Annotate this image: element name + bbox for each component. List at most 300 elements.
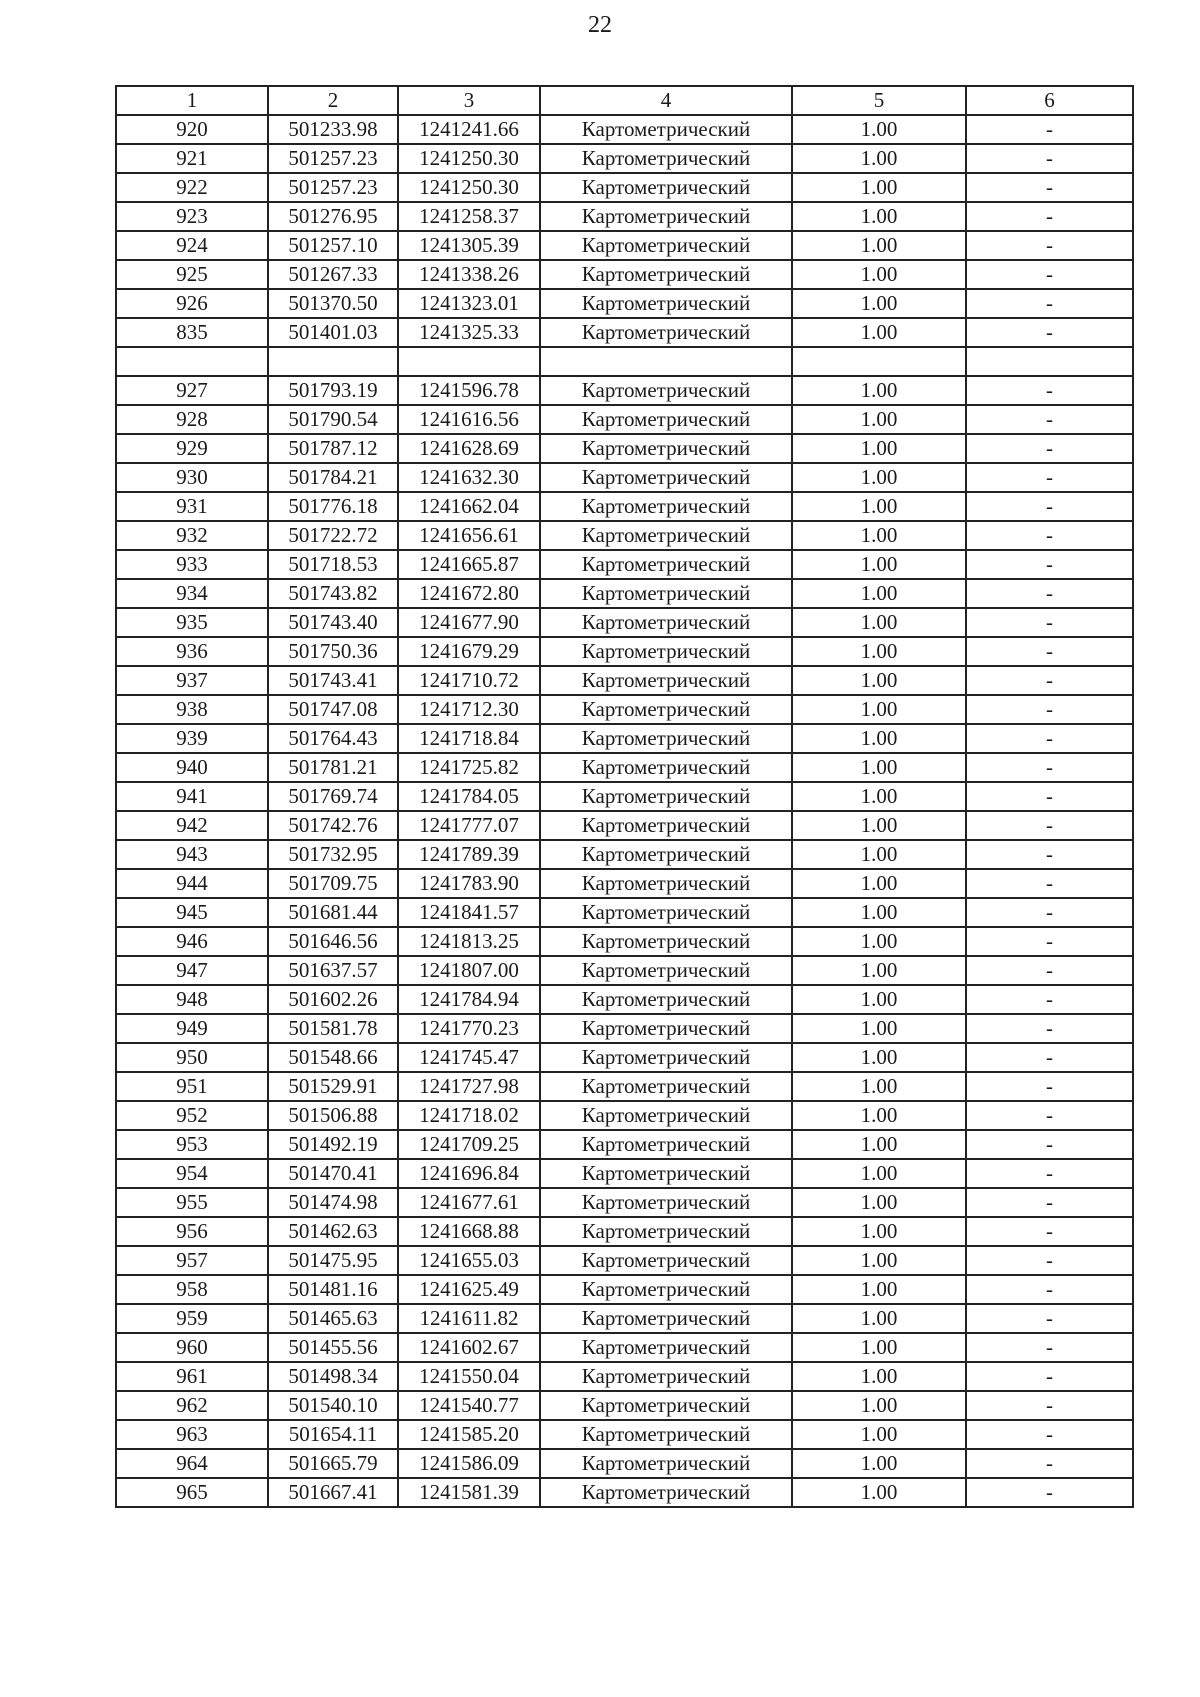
method-cell: Картометрический — [540, 463, 792, 492]
table-row — [116, 637, 1133, 666]
x-coordinate-cell: 501462.63 — [268, 1217, 398, 1246]
x-coordinate-cell: 501722.72 — [268, 521, 398, 550]
table-row — [116, 579, 1133, 608]
accuracy-cell: 1.00 — [792, 1304, 966, 1333]
y-coordinate-cell: 1241581.39 — [398, 1478, 540, 1507]
table-row — [116, 666, 1133, 695]
column-header-6: 6 — [966, 86, 1133, 115]
y-coordinate-cell: 1241250.30 — [398, 144, 540, 173]
table-row — [116, 144, 1133, 173]
point-number-cell: 952 — [116, 1101, 268, 1130]
accuracy-cell: 1.00 — [792, 434, 966, 463]
method-cell: Картометрический — [540, 608, 792, 637]
column-header-2: 2 — [268, 86, 398, 115]
x-coordinate-cell: 501681.44 — [268, 898, 398, 927]
method-cell: Картометрический — [540, 753, 792, 782]
accuracy-cell: 1.00 — [792, 579, 966, 608]
accuracy-cell: 1.00 — [792, 405, 966, 434]
point-number-cell: 951 — [116, 1072, 268, 1101]
y-coordinate-cell: 1241727.98 — [398, 1072, 540, 1101]
x-coordinate-cell: 501233.98 — [268, 115, 398, 144]
method-cell: Картометрический — [540, 1362, 792, 1391]
table-row — [116, 1072, 1133, 1101]
accuracy-cell: 1.00 — [792, 492, 966, 521]
accuracy-cell: 1.00 — [792, 202, 966, 231]
note-cell: - — [966, 1217, 1133, 1246]
x-coordinate-cell: 501793.19 — [268, 376, 398, 405]
point-number-cell: 936 — [116, 637, 268, 666]
y-coordinate-cell: 1241770.23 — [398, 1014, 540, 1043]
x-coordinate-cell: 501267.33 — [268, 260, 398, 289]
point-number-cell: 949 — [116, 1014, 268, 1043]
note-cell: - — [966, 1159, 1133, 1188]
point-number-cell: 933 — [116, 550, 268, 579]
x-coordinate-cell: 501646.56 — [268, 927, 398, 956]
note-cell: - — [966, 695, 1133, 724]
accuracy-cell: 1.00 — [792, 144, 966, 173]
note-cell: - — [966, 434, 1133, 463]
note-cell: - — [966, 1101, 1133, 1130]
accuracy-cell: 1.00 — [792, 1333, 966, 1362]
point-number-cell: 926 — [116, 289, 268, 318]
x-coordinate-cell: 501465.63 — [268, 1304, 398, 1333]
x-coordinate-cell: 501470.41 — [268, 1159, 398, 1188]
point-number-cell: 959 — [116, 1304, 268, 1333]
accuracy-cell: 1.00 — [792, 289, 966, 318]
y-coordinate-cell — [398, 347, 540, 376]
column-header-3: 3 — [398, 86, 540, 115]
point-number-cell: 950 — [116, 1043, 268, 1072]
point-number-cell: 942 — [116, 811, 268, 840]
x-coordinate-cell: 501732.95 — [268, 840, 398, 869]
y-coordinate-cell: 1241677.61 — [398, 1188, 540, 1217]
method-cell: Картометрический — [540, 376, 792, 405]
table-row — [116, 782, 1133, 811]
method-cell: Картометрический — [540, 1159, 792, 1188]
method-cell: Картометрический — [540, 144, 792, 173]
accuracy-cell: 1.00 — [792, 724, 966, 753]
table-row — [116, 753, 1133, 782]
table-row — [116, 927, 1133, 956]
accuracy-cell: 1.00 — [792, 1130, 966, 1159]
table-row — [116, 463, 1133, 492]
table-row — [116, 898, 1133, 927]
method-cell: Картометрический — [540, 1275, 792, 1304]
point-number-cell: 961 — [116, 1362, 268, 1391]
point-number-cell: 921 — [116, 144, 268, 173]
table-row — [116, 869, 1133, 898]
note-cell: - — [966, 202, 1133, 231]
x-coordinate-cell — [268, 347, 398, 376]
x-coordinate-cell: 501654.11 — [268, 1420, 398, 1449]
method-cell: Картометрический — [540, 492, 792, 521]
table-row — [116, 1159, 1133, 1188]
accuracy-cell: 1.00 — [792, 811, 966, 840]
table-row — [116, 260, 1133, 289]
note-cell: - — [966, 608, 1133, 637]
x-coordinate-cell: 501602.26 — [268, 985, 398, 1014]
x-coordinate-cell: 501742.76 — [268, 811, 398, 840]
table-row — [116, 1014, 1133, 1043]
note-cell: - — [966, 521, 1133, 550]
y-coordinate-cell: 1241585.20 — [398, 1420, 540, 1449]
table-row — [116, 840, 1133, 869]
y-coordinate-cell: 1241672.80 — [398, 579, 540, 608]
point-number-cell: 927 — [116, 376, 268, 405]
accuracy-cell: 1.00 — [792, 1478, 966, 1507]
point-number-cell: 955 — [116, 1188, 268, 1217]
x-coordinate-cell: 501548.66 — [268, 1043, 398, 1072]
accuracy-cell: 1.00 — [792, 1449, 966, 1478]
method-cell: Картометрический — [540, 1449, 792, 1478]
table-row — [116, 521, 1133, 550]
y-coordinate-cell: 1241784.94 — [398, 985, 540, 1014]
point-number-cell: 964 — [116, 1449, 268, 1478]
table-row — [116, 1275, 1133, 1304]
point-number-cell: 939 — [116, 724, 268, 753]
method-cell: Картометрический — [540, 289, 792, 318]
note-cell: - — [966, 1246, 1133, 1275]
method-cell: Картометрический — [540, 637, 792, 666]
y-coordinate-cell: 1241602.67 — [398, 1333, 540, 1362]
y-coordinate-cell: 1241586.09 — [398, 1449, 540, 1478]
table-row — [116, 318, 1133, 347]
note-cell: - — [966, 869, 1133, 898]
x-coordinate-cell: 501474.98 — [268, 1188, 398, 1217]
note-cell: - — [966, 927, 1133, 956]
method-cell: Картометрический — [540, 1304, 792, 1333]
y-coordinate-cell: 1241656.61 — [398, 521, 540, 550]
table-row — [116, 1217, 1133, 1246]
x-coordinate-cell: 501506.88 — [268, 1101, 398, 1130]
point-number-cell: 930 — [116, 463, 268, 492]
note-cell: - — [966, 1043, 1133, 1072]
note-cell: - — [966, 1072, 1133, 1101]
table-row — [116, 1391, 1133, 1420]
note-cell — [966, 347, 1133, 376]
y-coordinate-cell: 1241710.72 — [398, 666, 540, 695]
y-coordinate-cell: 1241628.69 — [398, 434, 540, 463]
method-cell: Картометрический — [540, 985, 792, 1014]
x-coordinate-cell: 501481.16 — [268, 1275, 398, 1304]
method-cell: Картометрический — [540, 579, 792, 608]
method-cell: Картометрический — [540, 434, 792, 463]
point-number-cell: 924 — [116, 231, 268, 260]
y-coordinate-cell: 1241668.88 — [398, 1217, 540, 1246]
method-cell: Картометрический — [540, 231, 792, 260]
accuracy-cell: 1.00 — [792, 753, 966, 782]
x-coordinate-cell: 501455.56 — [268, 1333, 398, 1362]
table-row — [116, 1304, 1133, 1333]
point-number-cell — [116, 347, 268, 376]
method-cell: Картометрический — [540, 1391, 792, 1420]
accuracy-cell: 1.00 — [792, 1043, 966, 1072]
note-cell: - — [966, 463, 1133, 492]
point-number-cell: 960 — [116, 1333, 268, 1362]
x-coordinate-cell: 501540.10 — [268, 1391, 398, 1420]
point-number-cell: 932 — [116, 521, 268, 550]
method-cell: Картометрический — [540, 1217, 792, 1246]
y-coordinate-cell: 1241718.84 — [398, 724, 540, 753]
table-row — [116, 173, 1133, 202]
accuracy-cell: 1.00 — [792, 1159, 966, 1188]
accuracy-cell: 1.00 — [792, 608, 966, 637]
table-row — [116, 1478, 1133, 1507]
table-row — [116, 202, 1133, 231]
accuracy-cell: 1.00 — [792, 782, 966, 811]
point-number-cell: 925 — [116, 260, 268, 289]
y-coordinate-cell: 1241718.02 — [398, 1101, 540, 1130]
y-coordinate-cell: 1241813.25 — [398, 927, 540, 956]
x-coordinate-cell: 501276.95 — [268, 202, 398, 231]
note-cell: - — [966, 1478, 1133, 1507]
x-coordinate-cell: 501401.03 — [268, 318, 398, 347]
note-cell: - — [966, 666, 1133, 695]
table-row — [116, 1246, 1133, 1275]
accuracy-cell: 1.00 — [792, 521, 966, 550]
y-coordinate-cell: 1241784.05 — [398, 782, 540, 811]
note-cell: - — [966, 1449, 1133, 1478]
note-cell: - — [966, 1130, 1133, 1159]
y-coordinate-cell: 1241338.26 — [398, 260, 540, 289]
method-cell: Картометрический — [540, 1072, 792, 1101]
accuracy-cell: 1.00 — [792, 840, 966, 869]
note-cell: - — [966, 782, 1133, 811]
method-cell: Картометрический — [540, 173, 792, 202]
point-number-cell: 958 — [116, 1275, 268, 1304]
x-coordinate-cell: 501764.43 — [268, 724, 398, 753]
method-cell: Картометрический — [540, 260, 792, 289]
point-number-cell: 931 — [116, 492, 268, 521]
table-row — [116, 289, 1133, 318]
note-cell: - — [966, 550, 1133, 579]
accuracy-cell: 1.00 — [792, 1391, 966, 1420]
table-row — [116, 1101, 1133, 1130]
note-cell: - — [966, 724, 1133, 753]
table-row — [116, 376, 1133, 405]
x-coordinate-cell: 501370.50 — [268, 289, 398, 318]
table-header — [116, 86, 1133, 115]
point-number-cell: 923 — [116, 202, 268, 231]
x-coordinate-cell: 501709.75 — [268, 869, 398, 898]
method-cell: Картометрический — [540, 1420, 792, 1449]
accuracy-cell: 1.00 — [792, 1275, 966, 1304]
x-coordinate-cell: 501781.21 — [268, 753, 398, 782]
table-row — [116, 1333, 1133, 1362]
method-cell: Картометрический — [540, 811, 792, 840]
x-coordinate-cell: 501498.34 — [268, 1362, 398, 1391]
method-cell: Картометрический — [540, 840, 792, 869]
table-row — [116, 1362, 1133, 1391]
point-number-cell: 929 — [116, 434, 268, 463]
note-cell: - — [966, 637, 1133, 666]
y-coordinate-cell: 1241632.30 — [398, 463, 540, 492]
note-cell: - — [966, 289, 1133, 318]
column-header-5: 5 — [792, 86, 966, 115]
method-cell: Картометрический — [540, 550, 792, 579]
point-number-cell: 945 — [116, 898, 268, 927]
x-coordinate-cell: 501492.19 — [268, 1130, 398, 1159]
accuracy-cell: 1.00 — [792, 927, 966, 956]
note-cell: - — [966, 173, 1133, 202]
x-coordinate-cell: 501257.23 — [268, 144, 398, 173]
y-coordinate-cell: 1241679.29 — [398, 637, 540, 666]
method-cell: Картометрический — [540, 1246, 792, 1275]
y-coordinate-cell: 1241540.77 — [398, 1391, 540, 1420]
point-number-cell: 965 — [116, 1478, 268, 1507]
accuracy-cell: 1.00 — [792, 695, 966, 724]
accuracy-cell: 1.00 — [792, 666, 966, 695]
x-coordinate-cell: 501665.79 — [268, 1449, 398, 1478]
x-coordinate-cell: 501718.53 — [268, 550, 398, 579]
note-cell: - — [966, 898, 1133, 927]
x-coordinate-cell: 501743.40 — [268, 608, 398, 637]
point-number-cell: 922 — [116, 173, 268, 202]
point-number-cell: 928 — [116, 405, 268, 434]
table-row — [116, 1420, 1133, 1449]
point-number-cell: 946 — [116, 927, 268, 956]
point-number-cell: 920 — [116, 115, 268, 144]
y-coordinate-cell: 1241250.30 — [398, 173, 540, 202]
note-cell: - — [966, 318, 1133, 347]
accuracy-cell: 1.00 — [792, 318, 966, 347]
point-number-cell: 963 — [116, 1420, 268, 1449]
accuracy-cell: 1.00 — [792, 463, 966, 492]
table-row — [116, 1130, 1133, 1159]
method-cell: Картометрический — [540, 1478, 792, 1507]
method-cell: Картометрический — [540, 405, 792, 434]
coordinates-table — [115, 85, 1134, 1508]
y-coordinate-cell: 1241807.00 — [398, 956, 540, 985]
note-cell: - — [966, 492, 1133, 521]
table-row — [116, 405, 1133, 434]
x-coordinate-cell: 501581.78 — [268, 1014, 398, 1043]
y-coordinate-cell: 1241745.47 — [398, 1043, 540, 1072]
y-coordinate-cell: 1241696.84 — [398, 1159, 540, 1188]
point-number-cell: 953 — [116, 1130, 268, 1159]
note-cell: - — [966, 1304, 1133, 1333]
method-cell: Картометрический — [540, 695, 792, 724]
note-cell: - — [966, 405, 1133, 434]
accuracy-cell: 1.00 — [792, 1072, 966, 1101]
point-number-cell: 940 — [116, 753, 268, 782]
point-number-cell: 937 — [116, 666, 268, 695]
x-coordinate-cell: 501743.82 — [268, 579, 398, 608]
table-row — [116, 1188, 1133, 1217]
accuracy-cell: 1.00 — [792, 173, 966, 202]
y-coordinate-cell: 1241662.04 — [398, 492, 540, 521]
accuracy-cell: 1.00 — [792, 637, 966, 666]
table-row — [116, 492, 1133, 521]
column-header-1: 1 — [116, 86, 268, 115]
method-cell: Картометрический — [540, 1333, 792, 1362]
table-row — [116, 724, 1133, 753]
method-cell: Картометрический — [540, 898, 792, 927]
accuracy-cell: 1.00 — [792, 1014, 966, 1043]
accuracy-cell: 1.00 — [792, 985, 966, 1014]
point-number-cell: 944 — [116, 869, 268, 898]
x-coordinate-cell: 501769.74 — [268, 782, 398, 811]
y-coordinate-cell: 1241655.03 — [398, 1246, 540, 1275]
y-coordinate-cell: 1241616.56 — [398, 405, 540, 434]
point-number-cell: 938 — [116, 695, 268, 724]
method-cell: Картометрический — [540, 782, 792, 811]
y-coordinate-cell: 1241725.82 — [398, 753, 540, 782]
method-cell: Картометрический — [540, 666, 792, 695]
note-cell: - — [966, 1333, 1133, 1362]
y-coordinate-cell: 1241325.33 — [398, 318, 540, 347]
method-cell: Картометрический — [540, 1101, 792, 1130]
method-cell: Картометрический — [540, 115, 792, 144]
y-coordinate-cell: 1241712.30 — [398, 695, 540, 724]
method-cell: Картометрический — [540, 521, 792, 550]
accuracy-cell: 1.00 — [792, 956, 966, 985]
table-row — [116, 608, 1133, 637]
point-number-cell: 956 — [116, 1217, 268, 1246]
accuracy-cell: 1.00 — [792, 1420, 966, 1449]
y-coordinate-cell: 1241258.37 — [398, 202, 540, 231]
accuracy-cell: 1.00 — [792, 869, 966, 898]
y-coordinate-cell: 1241789.39 — [398, 840, 540, 869]
x-coordinate-cell: 501743.41 — [268, 666, 398, 695]
header-row — [116, 86, 1133, 115]
note-cell: - — [966, 376, 1133, 405]
accuracy-cell: 1.00 — [792, 231, 966, 260]
y-coordinate-cell: 1241611.82 — [398, 1304, 540, 1333]
method-cell — [540, 347, 792, 376]
method-cell: Картометрический — [540, 724, 792, 753]
accuracy-cell: 1.00 — [792, 898, 966, 927]
table-row — [116, 1043, 1133, 1072]
x-coordinate-cell: 501475.95 — [268, 1246, 398, 1275]
method-cell: Картометрический — [540, 202, 792, 231]
accuracy-cell: 1.00 — [792, 376, 966, 405]
method-cell: Картометрический — [540, 1130, 792, 1159]
y-coordinate-cell: 1241596.78 — [398, 376, 540, 405]
x-coordinate-cell: 501257.23 — [268, 173, 398, 202]
note-cell: - — [966, 115, 1133, 144]
accuracy-cell: 1.00 — [792, 550, 966, 579]
y-coordinate-cell: 1241709.25 — [398, 1130, 540, 1159]
y-coordinate-cell: 1241783.90 — [398, 869, 540, 898]
point-number-cell: 962 — [116, 1391, 268, 1420]
note-cell: - — [966, 753, 1133, 782]
x-coordinate-cell: 501784.21 — [268, 463, 398, 492]
y-coordinate-cell: 1241777.07 — [398, 811, 540, 840]
y-coordinate-cell: 1241665.87 — [398, 550, 540, 579]
note-cell: - — [966, 1420, 1133, 1449]
accuracy-cell: 1.00 — [792, 1188, 966, 1217]
point-number-cell: 934 — [116, 579, 268, 608]
accuracy-cell: 1.00 — [792, 260, 966, 289]
y-coordinate-cell: 1241550.04 — [398, 1362, 540, 1391]
point-number-cell: 943 — [116, 840, 268, 869]
x-coordinate-cell: 501787.12 — [268, 434, 398, 463]
method-cell: Картометрический — [540, 1014, 792, 1043]
note-cell: - — [966, 1362, 1133, 1391]
table-row — [116, 347, 1133, 376]
table-row — [116, 550, 1133, 579]
point-number-cell: 941 — [116, 782, 268, 811]
x-coordinate-cell: 501790.54 — [268, 405, 398, 434]
note-cell: - — [966, 1391, 1133, 1420]
y-coordinate-cell: 1241841.57 — [398, 898, 540, 927]
note-cell: - — [966, 1275, 1133, 1304]
note-cell: - — [966, 956, 1133, 985]
table-row — [116, 956, 1133, 985]
table-row — [116, 115, 1133, 144]
y-coordinate-cell: 1241241.66 — [398, 115, 540, 144]
